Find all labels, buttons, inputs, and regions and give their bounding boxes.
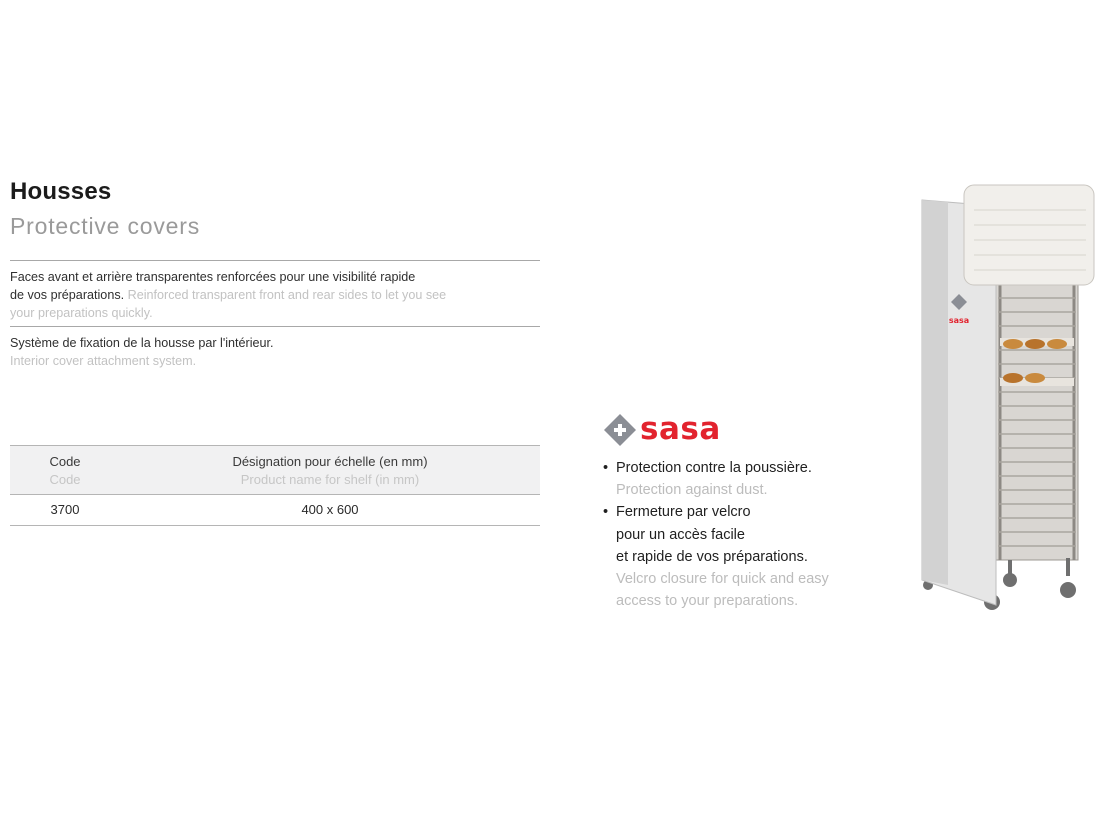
svg-text:sasa: sasa: [948, 316, 970, 325]
feature-2-fr: Système de fixation de la housse par l'intérieur.: [10, 336, 274, 350]
cell-code: 3700: [50, 502, 80, 517]
bullet-list: [603, 457, 903, 612]
bullet-dot: •: [603, 504, 609, 521]
header-designation: [120, 453, 540, 489]
bullet-dot: •: [603, 460, 609, 476]
brand-name: sasa: [640, 411, 721, 447]
feature-1-fr-line1: Faces avant et arrière transparentes renforcées pour une visibilité rapide: [10, 270, 416, 284]
plus-diamond-icon: [604, 414, 636, 446]
bullet-1-en: Protection against dust.: [616, 482, 768, 499]
header-designation-fr: Désignation pour échelle (en mm): [232, 454, 428, 469]
page-subtitle: Protective covers: [10, 213, 200, 239]
bullet-item: [603, 501, 903, 612]
bullet-1-fr: Protection contre la poussière.: [616, 460, 812, 476]
product-table: [10, 445, 540, 526]
table-row: [10, 495, 540, 526]
header-code: [10, 453, 120, 489]
page-title: Housses: [10, 178, 112, 205]
feature-2-en: Interior cover attachment system.: [10, 354, 197, 368]
feature-text-1: [10, 268, 535, 322]
bullet-2-fr-line1: Fermeture par velcro: [616, 504, 751, 521]
header-designation-en: Product name for shelf (in mm): [240, 472, 420, 487]
feature-1-fr-line2: de vos préparations.: [10, 288, 125, 302]
feature-1-en-line2: Reinforced transparent front and rear sides to let you see: [124, 288, 447, 302]
header-code-fr: Code: [49, 454, 81, 469]
bullet-2-en-line1: Velcro closure for quick and easy: [616, 571, 829, 588]
bullet-2-en-line2: access to your preparations.: [616, 593, 799, 610]
header-code-en: Code: [49, 472, 81, 487]
covered-trolley-image: [918, 180, 1098, 620]
feature-text-2: [10, 334, 535, 370]
bullet-2-fr-line2: pour un accès facile: [616, 526, 745, 543]
bullet-2-fr-line3: et rapide de vos préparations.: [616, 548, 808, 565]
feature-1-line2: [10, 286, 535, 304]
feature-1-en-line3: your preparations quickly.: [10, 306, 153, 320]
bullet-item: [603, 457, 903, 501]
divider: [10, 326, 540, 327]
table-header: [10, 445, 540, 495]
cell-designation: 400 x 600: [301, 502, 359, 517]
divider: [10, 260, 540, 261]
